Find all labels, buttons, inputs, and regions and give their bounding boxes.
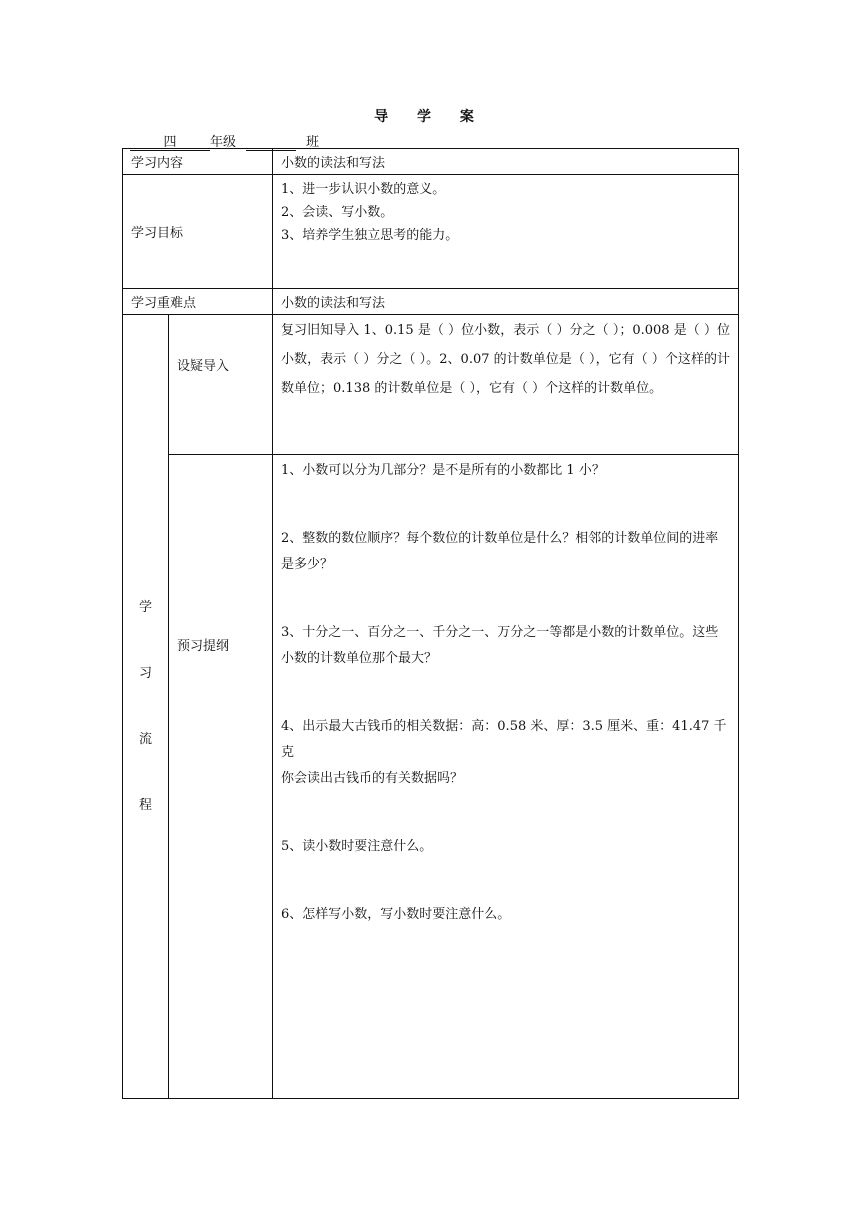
process-label-char: 流 (138, 731, 152, 747)
preview-question: 2、整数的数位顺序？每个数位的计数单位是什么？相邻的计数单位间的进率是多少？ (281, 531, 719, 572)
document-title: 导 学 案 (374, 109, 486, 125)
process-label-char: 程 (138, 797, 152, 813)
difficulty-label: 学习重难点 (123, 289, 273, 315)
preview-label: 预习提纲 (169, 455, 273, 1099)
goal-item: 1、进一步认识小数的意义。 (281, 182, 446, 197)
preview-question: 5、读小数时要注意什么。 (281, 839, 433, 854)
intro-label: 设疑导入 (169, 315, 273, 455)
intro-row (123, 315, 739, 455)
preview-question: 3、十分之一、百分之一、千分之一、万分之一等都是小数的计数单位。这些小数的计数单位那个最大？ (281, 625, 719, 666)
process-label-char: 学 (138, 599, 152, 615)
goals-list (273, 175, 739, 289)
process-label-char: 习 (138, 665, 152, 681)
preview-row (123, 455, 739, 1099)
goal-item: 3、培养学生独立思考的能力。 (281, 228, 459, 243)
grade-suffix: 年级 (210, 135, 237, 150)
difficulty-row (123, 289, 739, 315)
process-label (123, 315, 169, 1099)
preview-outline (273, 455, 739, 1099)
difficulty-value: 小数的读法和写法 (273, 289, 739, 315)
preview-question: 6、怎样写小数，写小数时要注意什么。 (281, 907, 511, 922)
preview-question: 4、出示最大古钱币的相关数据：高：0.58 米、厚：3.5 厘米、重：41.47 千克 (281, 719, 727, 760)
intro-text: 复习旧知导入 1、0.15 是（ ）位小数，表示（ ）分之（ ）；0.008 是（ ）位小数，表示（ ）分之（ ）。2、0.07 的计数单位是（ ），它有（ ）个这样的计数单位；0.138 的计数单位是（ ），它有（ ）个这样的计数单位。 (273, 315, 739, 455)
content-value: 小数的读法和写法 (273, 149, 739, 175)
study-plan-table (122, 148, 739, 1099)
preview-question: 你会读出古钱币的有关数据吗？ (281, 771, 464, 786)
content-row (123, 149, 739, 175)
goals-row (123, 175, 739, 289)
grade-value: 四 (130, 135, 210, 151)
class-suffix: 班 (306, 135, 320, 150)
goal-item: 2、会读、写小数。 (281, 205, 394, 220)
preview-question: 1、小数可以分为几部分？是不是所有的小数都比 1 小？ (281, 463, 605, 478)
content-label: 学习内容 (123, 149, 273, 175)
goals-label: 学习目标 (123, 175, 273, 289)
